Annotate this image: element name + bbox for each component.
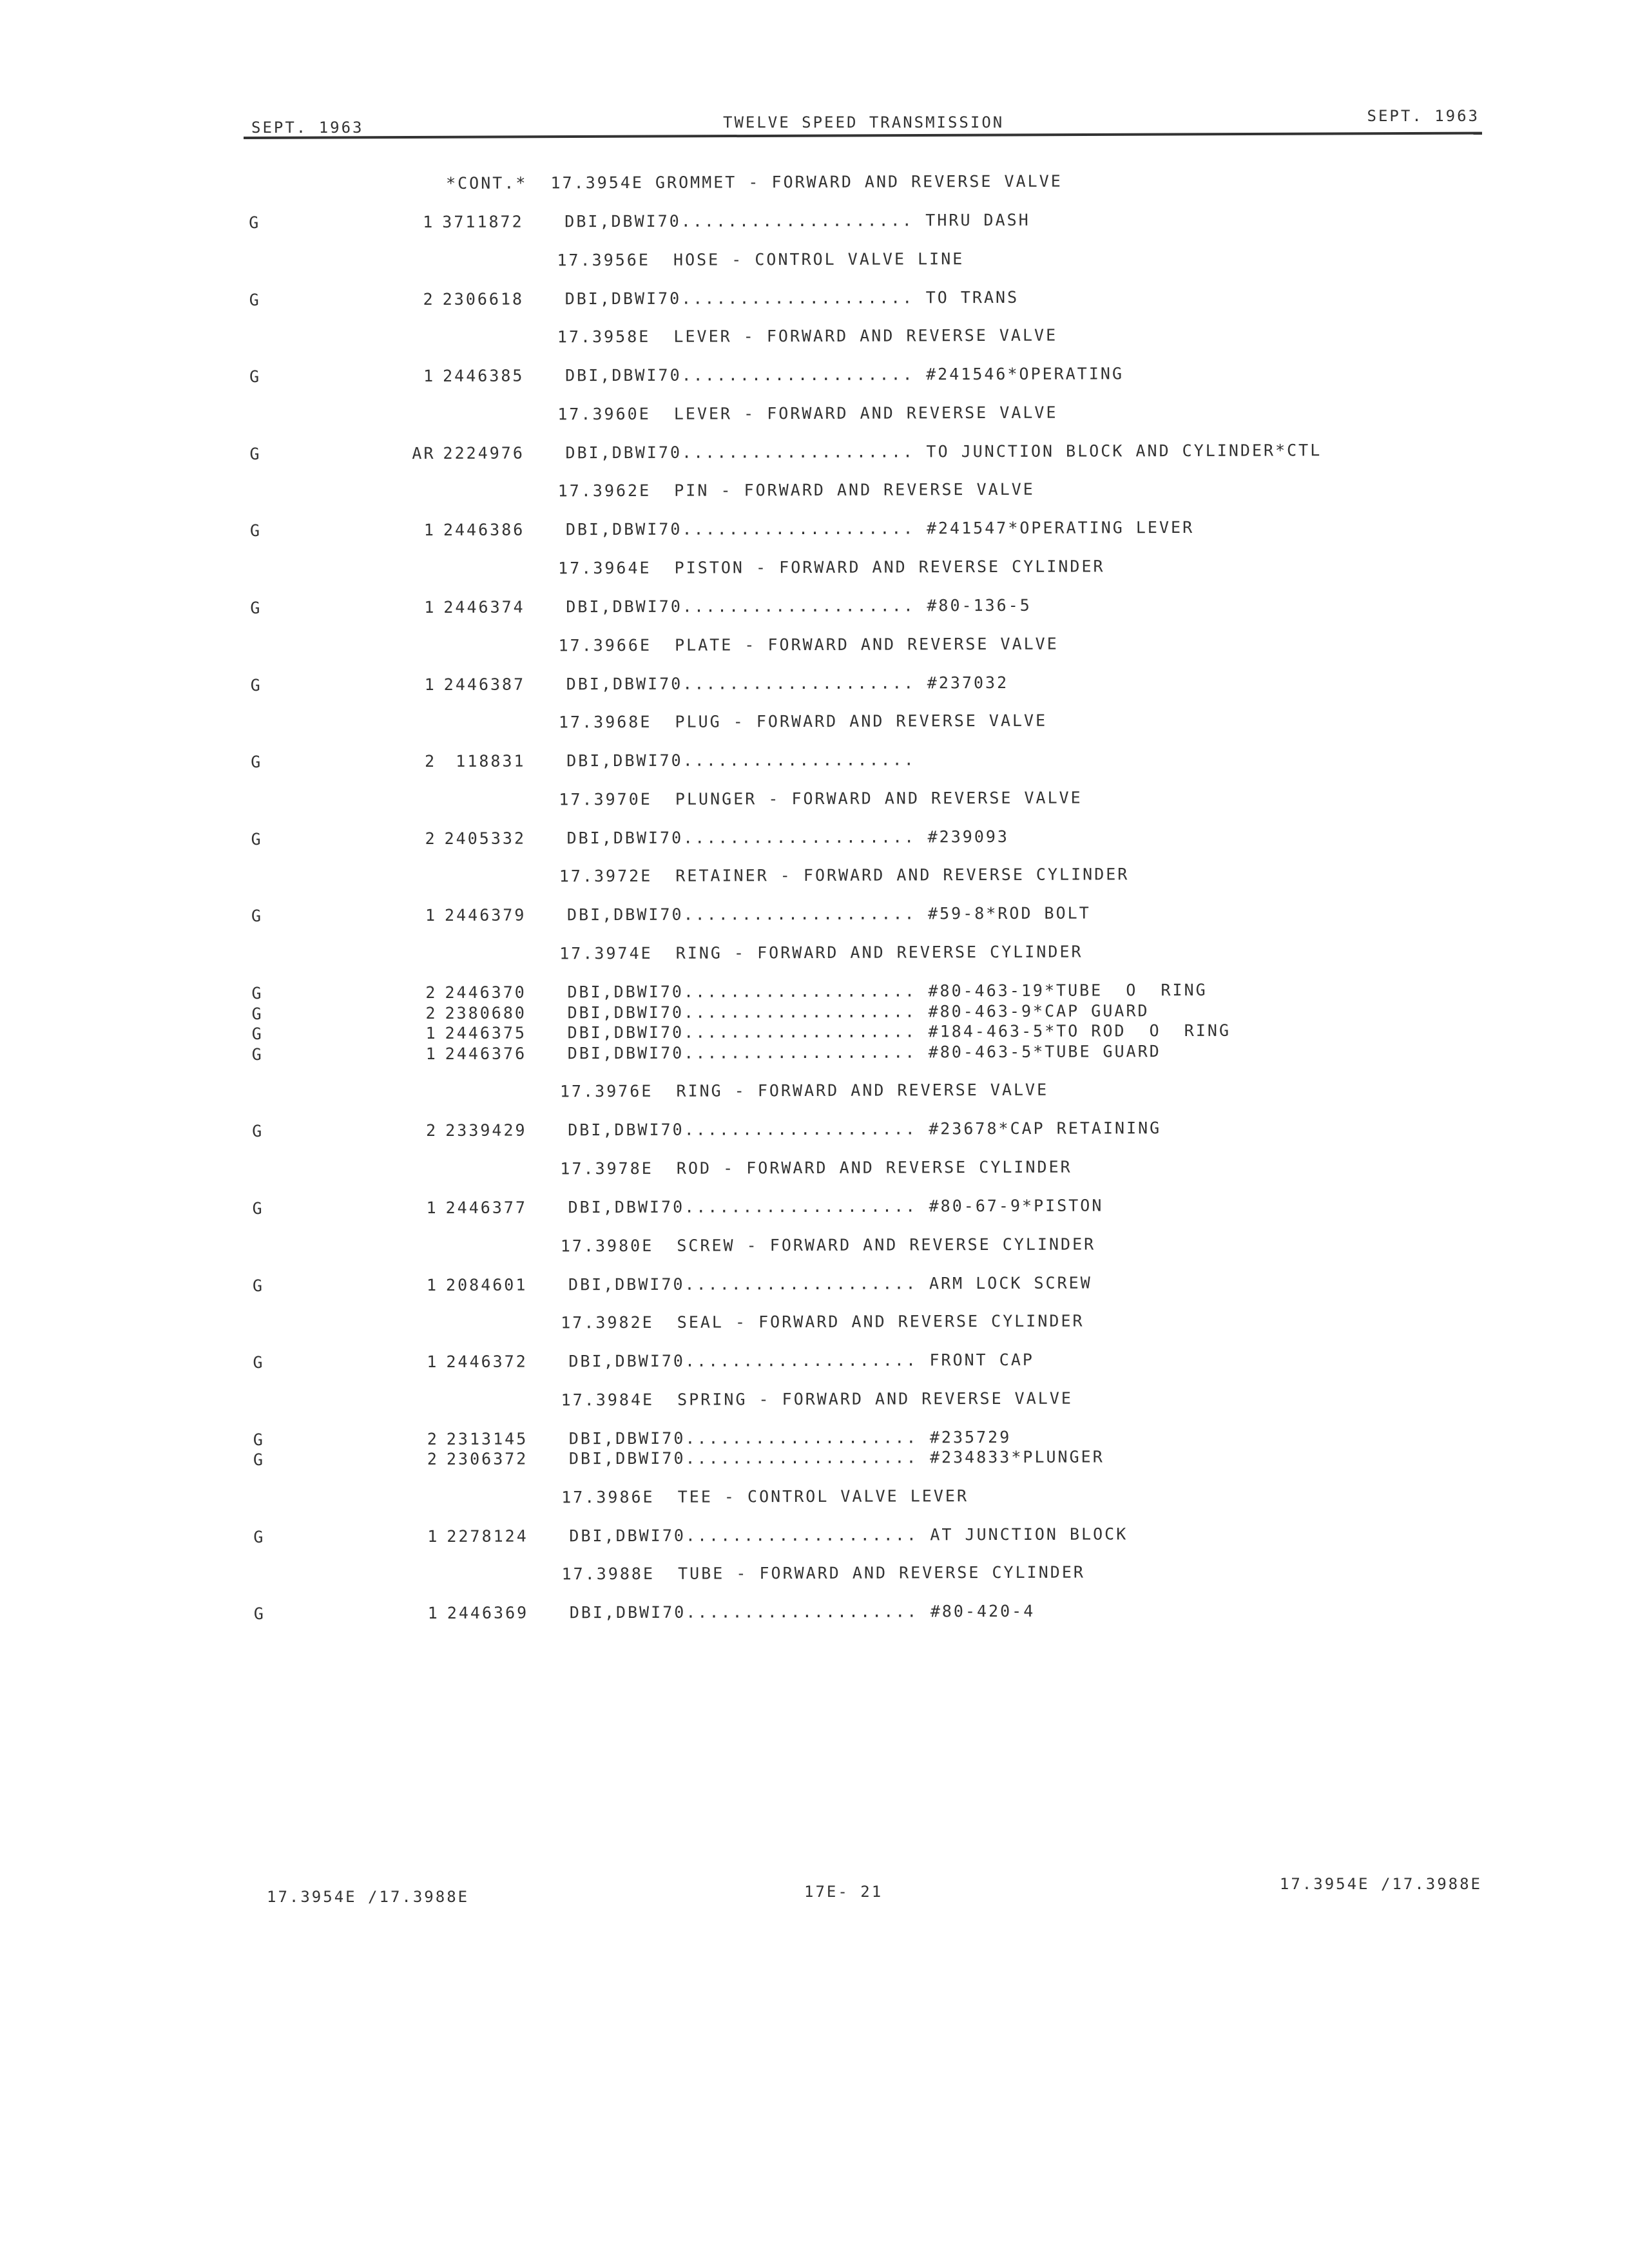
part-row [249,285,1487,310]
part-items [251,671,1488,695]
model-code: DBI,DBWI70.................... [566,750,916,771]
part-number: 2405332 [444,829,526,848]
part-items [249,439,1487,464]
quantity: 1 [425,1044,438,1063]
model-code: DBI,DBWI70.................... [568,1196,918,1217]
part-row [250,517,1487,541]
quantity: 1 [425,906,438,925]
part-description: #241546*OPERATING [926,364,1124,384]
quantity: 2 [425,829,437,848]
section-title: 17.3956E HOSE - CONTROL VALVE LINE [557,249,965,269]
model-code: DBI,DBWI70.................... [567,1043,917,1062]
quantity: 2 [425,1003,438,1023]
part-items [251,747,1488,772]
quantity: 2 [425,752,437,771]
part-number: 118831 [444,751,526,771]
model-code: DBI,DBWI70.................... [567,1022,917,1043]
part-row [252,1040,1489,1064]
part-description: TO TRANS [925,287,1019,307]
part-number: 2306618 [442,289,525,309]
source-code: G [251,753,263,772]
part-row [253,1446,1490,1470]
part-section [253,1387,1490,1470]
part-row [253,1348,1490,1372]
model-code: DBI,DBWI70.................... [566,673,916,693]
source-code: G [253,1450,265,1470]
footer-page-number: 17E- 21 [804,1883,883,1901]
part-section [251,632,1488,695]
part-section [251,940,1489,1064]
section-title: 17.3984E SPRING - FORWARD AND REVERSE VALVE [561,1389,1073,1410]
section-title: *CONT.* 17.3954E GROMMET - FORWARD AND REVERSE VALVE [446,171,1063,193]
part-description: TO JUNCTION BLOCK AND CYLINDER*CTL [926,440,1322,461]
model-code: DBI,DBWI70.................... [564,287,914,308]
quantity: 2 [425,983,438,1002]
quantity: 2 [426,1121,438,1140]
quantity: 1 [427,1604,439,1623]
model-code: DBI,DBWI70.................... [568,1428,918,1448]
quantity: 2 [427,1450,439,1469]
part-number: 2446386 [443,520,525,540]
part-number: 2380680 [445,1003,526,1023]
footer-range-left: 17.3954E /17.3988E [267,1888,470,1906]
model-code: DBI,DBWI70.................... [568,1119,917,1140]
source-code: G [250,598,262,617]
quantity: 2 [423,289,435,309]
part-number: 2446377 [445,1198,528,1217]
part-description: #235729 [929,1427,1012,1447]
part-items [253,1523,1490,1547]
part-items [253,1194,1490,1218]
source-code: G [253,1430,265,1449]
part-items [250,517,1487,541]
part-description: #80-463-9*CAP GUARD [928,1001,1150,1021]
model-code: DBI,DBWI70.................... [569,1602,919,1622]
model-code: DBI,DBWI70.................... [566,827,916,848]
part-number: 2278124 [447,1526,528,1546]
part-number: 2224976 [443,443,525,463]
source-code: G [251,1004,264,1023]
quantity: 1 [424,675,436,694]
part-description: #23678*CAP RETAINING [929,1119,1162,1139]
part-items [253,1425,1490,1470]
quantity: 1 [424,597,436,617]
part-description: #80-67-9*PISTON [929,1196,1104,1216]
section-title: 17.3988E TUBE - FORWARD AND REVERSE CYLINDER [561,1562,1085,1584]
section-title: 17.3970E PLUNGER - FORWARD AND REVERSE VALVE [559,788,1083,809]
part-section [249,401,1487,464]
part-number: 2313145 [446,1429,528,1448]
model-code: DBI,DBWI70.................... [567,1001,917,1022]
part-row [251,747,1488,772]
source-code: G [249,444,262,463]
section-title: 17.3972E RETAINER - FORWARD AND REVERSE CYLINDER [559,865,1130,886]
source-code: G [250,675,262,695]
header-rule [244,132,1482,139]
model-code: DBI,DBWI70.................... [564,211,914,231]
part-row [253,1523,1490,1547]
section-title: 17.3986E TEE - CONTROL VALVE LEVER [561,1486,969,1507]
part-items [251,979,1489,1064]
source-code: G [251,1044,264,1064]
source-code: G [252,1198,264,1218]
section-title: 17.3962E PIN - FORWARD AND REVERSE VALVE [557,480,1035,501]
part-description: #237032 [927,673,1009,692]
part-section [252,1155,1489,1218]
source-code: G [251,983,264,1003]
part-section [253,1484,1490,1547]
footer-range-right: 17.3954E /17.3988E [1279,1875,1482,1893]
part-row [253,1194,1490,1218]
part-section [249,169,1486,233]
part-section [252,1079,1489,1142]
part-number: 2446379 [444,905,526,925]
section-title: 17.3966E PLATE - FORWARD AND REVERSE VALVE [558,634,1059,655]
part-section [253,1233,1490,1296]
part-description: #80-420-4 [930,1602,1036,1621]
quantity: AR [412,443,436,463]
part-items [251,902,1489,927]
part-description: FRONT CAP [929,1350,1034,1370]
part-items [249,362,1487,387]
part-section [249,323,1487,387]
source-code: G [249,290,261,309]
part-description: #239093 [927,827,1010,847]
part-description: ARM LOCK SCREW [929,1273,1092,1293]
source-code: G [249,521,262,541]
part-number: 2446374 [443,597,525,617]
part-items [249,285,1487,310]
part-description: #80-463-19*TUBE O RING [928,980,1208,1001]
part-row [252,1117,1489,1142]
part-description: #59-8*ROD BOLT [927,903,1091,923]
source-code: G [253,1527,265,1546]
part-section [251,863,1489,927]
part-number: 2446370 [445,983,526,1002]
section-title: 17.3976E RING - FORWARD AND REVERSE VALVE [559,1080,1049,1101]
source-code: G [253,1353,265,1372]
source-code: G [249,213,261,232]
part-description: #184-463-5*TO ROD O RING [928,1021,1231,1041]
part-number: 3711872 [442,212,524,231]
part-section [251,709,1488,772]
part-number: 2446372 [446,1352,528,1372]
part-description: THRU DASH [925,210,1030,230]
source-code: G [251,1024,264,1044]
quantity: 1 [426,1198,438,1217]
source-code: G [249,367,262,387]
part-row [251,825,1489,849]
part-items [253,1271,1490,1296]
part-row [251,902,1489,927]
section-title: 17.3960E LEVER - FORWARD AND REVERSE VALVE [557,403,1058,424]
source-code: G [251,907,264,926]
model-code: DBI,DBWI70.................... [568,1350,918,1371]
part-items [249,208,1486,233]
part-row [251,671,1488,695]
part-row [253,1271,1490,1296]
model-code: DBI,DBWI70.................... [565,365,914,385]
part-description: AT JUNCTION BLOCK [930,1524,1128,1544]
quantity: 1 [423,212,435,232]
part-section [250,555,1487,618]
part-row [249,208,1486,233]
part-description: #241547*OPERATING LEVER [926,518,1195,538]
header-title: TWELVE SPEED TRANSMISSION [723,113,1005,131]
section-title: 17.3958E LEVER - FORWARD AND REVERSE VALVE [557,325,1058,347]
part-number: 2446387 [443,675,526,694]
part-section [250,478,1487,541]
quantity: 2 [427,1429,439,1448]
model-code: DBI,DBWI70.................... [566,904,916,925]
quantity: 1 [423,521,436,540]
section-title: 17.3982E SEAL - FORWARD AND REVERSE CYLINDER [561,1311,1084,1332]
part-row [254,1600,1491,1624]
part-number: 2339429 [445,1120,527,1140]
part-section [254,1561,1491,1624]
quantity: 1 [426,1275,439,1294]
part-number: 2446375 [445,1023,527,1043]
part-section [253,1309,1490,1372]
parts-list [249,169,1491,1642]
model-code: DBI,DBWI70.................... [568,1273,918,1294]
quantity: 1 [425,1024,438,1043]
model-code: DBI,DBWI70.................... [567,981,917,1002]
quantity: 1 [427,1526,439,1546]
part-section [249,247,1486,310]
model-code: DBI,DBWI70.................... [569,1525,918,1546]
part-items [250,593,1487,618]
part-number: 2446369 [447,1603,529,1623]
part-number: 2084601 [445,1275,528,1294]
header-date-left: SEPT. 1963 [251,119,364,137]
source-code: G [252,1276,265,1295]
part-description: #80-463-5*TUBE GUARD [928,1041,1161,1062]
part-items [253,1348,1490,1372]
section-title: 17.3964E PISTON - FORWARD AND REVERSE CYLINDER [558,557,1105,578]
quantity: 1 [423,367,436,386]
model-code: DBI,DBWI70.................... [566,596,915,617]
section-title: 17.3980E SCREW - FORWARD AND REVERSE CYLINDER [560,1234,1096,1255]
part-number: 2306372 [446,1449,528,1469]
part-number: 2446376 [445,1044,527,1063]
model-code: DBI,DBWI70.................... [565,442,915,463]
part-row [249,362,1487,387]
section-title: 17.3978E ROD - FORWARD AND REVERSE CYLINDER [560,1157,1072,1178]
part-description: #234833*PLUNGER [929,1447,1104,1467]
source-code: G [253,1604,265,1624]
part-items [254,1600,1491,1624]
quantity: 1 [427,1352,439,1372]
model-code: DBI,DBWI70.................... [565,519,915,539]
part-items [251,825,1489,849]
part-items [252,1117,1489,1142]
source-code: G [252,1122,264,1141]
part-section [251,786,1488,849]
part-description: #80-136-5 [927,595,1032,615]
header-date-right: SEPT. 1963 [1367,107,1480,125]
part-number: 2446385 [443,366,525,386]
model-code: DBI,DBWI70.................... [568,1448,918,1468]
section-title: 17.3968E PLUG - FORWARD AND REVERSE VALVE [558,711,1048,732]
part-row [250,593,1487,618]
part-row [249,439,1487,464]
source-code: G [251,829,263,849]
section-title: 17.3974E RING - FORWARD AND REVERSE CYLINDER [559,942,1083,963]
